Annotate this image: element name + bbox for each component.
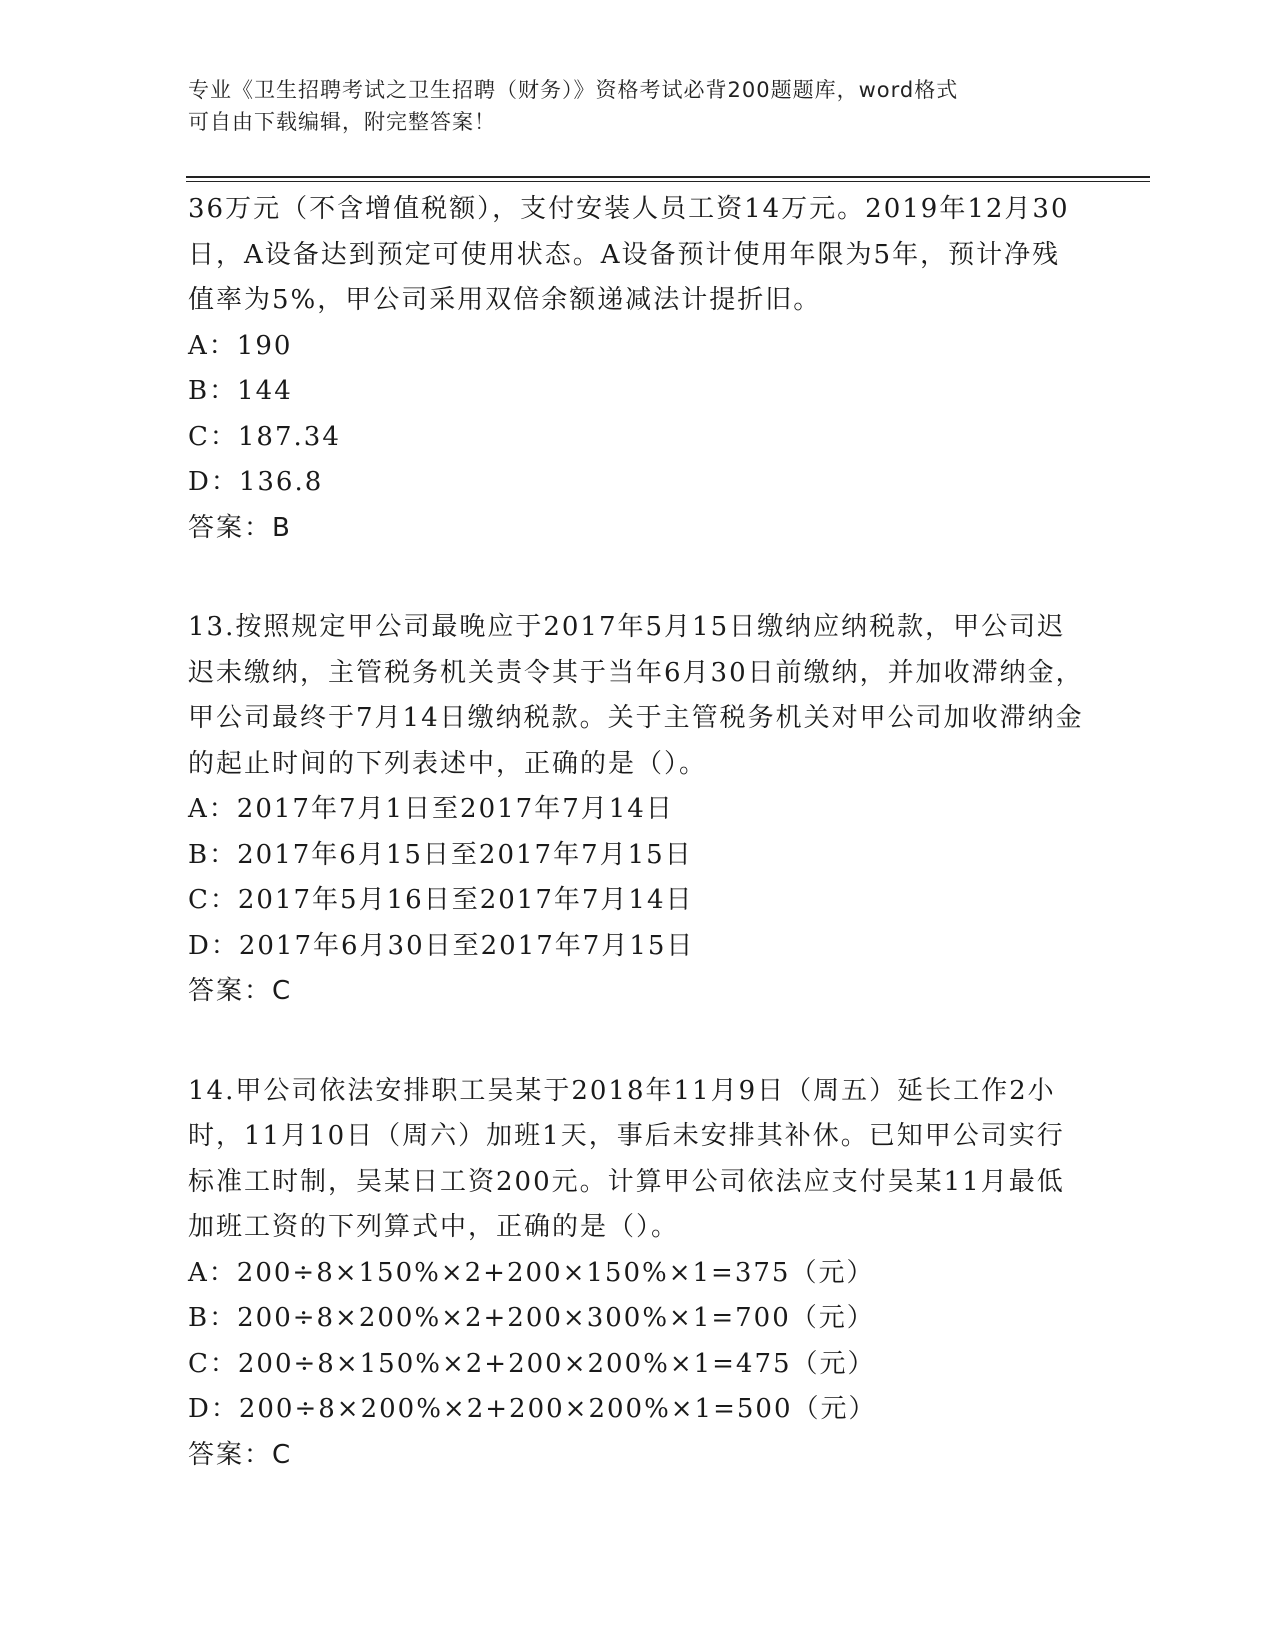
document-header — [188, 74, 1088, 138]
header-title-line-1: 专业《卫生招聘考试之卫生招聘（财务）》资格考试必背200题题库，word格式 — [188, 78, 959, 102]
option-c: C：187.34 — [188, 421, 341, 452]
question-14 — [188, 1069, 1088, 1479]
option-b: B：200÷8×200%×2+200×300%×1=700（元） — [188, 1303, 875, 1333]
option-d: D：200÷8×200%×2+200×200%×1=500（元） — [188, 1394, 877, 1424]
question-continuation — [188, 187, 1088, 551]
option-d: D：2017年6月30日至2017年7月15日 — [188, 930, 695, 961]
option-a: A：2017年7月1日至2017年7月14日 — [188, 794, 674, 824]
answer-label: 答案：C — [188, 976, 293, 1006]
option-a: A：190 — [188, 330, 293, 361]
option-a: A：200÷8×150%×2+200×150%×1=375（元） — [188, 1257, 875, 1288]
option-d: D：136.8 — [188, 467, 324, 497]
option-c: C：200÷8×150%×2+200×200%×1=475（元） — [188, 1348, 876, 1379]
option-b: B：2017年6月15日至2017年7月15日 — [188, 839, 693, 870]
answer-label: 答案：C — [188, 1439, 293, 1470]
question-text: 14.甲公司依法安排职工吴某于2018年11月9日（周五）延长工作2小时，11月10日（周六）加班1天，事后未安排其补休。已知甲公司实行标准工时制，吴某日工资200元。计算甲公司依法应支付吴某11月最低加班工资的下列算式中，正确的是（）。 — [188, 1075, 1065, 1242]
answer-label: 答案：B — [188, 512, 292, 543]
header-title-line-2: 可自由下载编辑，附完整答案！ — [188, 110, 496, 134]
question-13 — [188, 605, 1088, 1015]
option-c: C：2017年5月16日至2017年7月14日 — [188, 885, 694, 915]
option-b: B：144 — [188, 376, 293, 406]
question-text: 36万元（不含增值税额），支付安装人员工资14万元。2019年12月30日，A设备达到预定可使用状态。A设备预计使用年限为5年，预计净残值率为5%，甲公司采用双倍余额递减法计提折旧。 — [188, 194, 1070, 315]
question-content — [188, 187, 1088, 1532]
question-text: 13.按照规定甲公司最晚应于2017年5月15日缴纳应纳税款，甲公司迟迟未缴纳，主管税务机关责令其于当年6月30日前缴纳，并加收滞纳金，甲公司最终于7月14日缴纳税款。关于主管税务机关对甲公司加收滞纳金的起止时间的下列表述中，正确的是（）。 — [188, 612, 1084, 779]
header-divider — [186, 176, 1150, 182]
